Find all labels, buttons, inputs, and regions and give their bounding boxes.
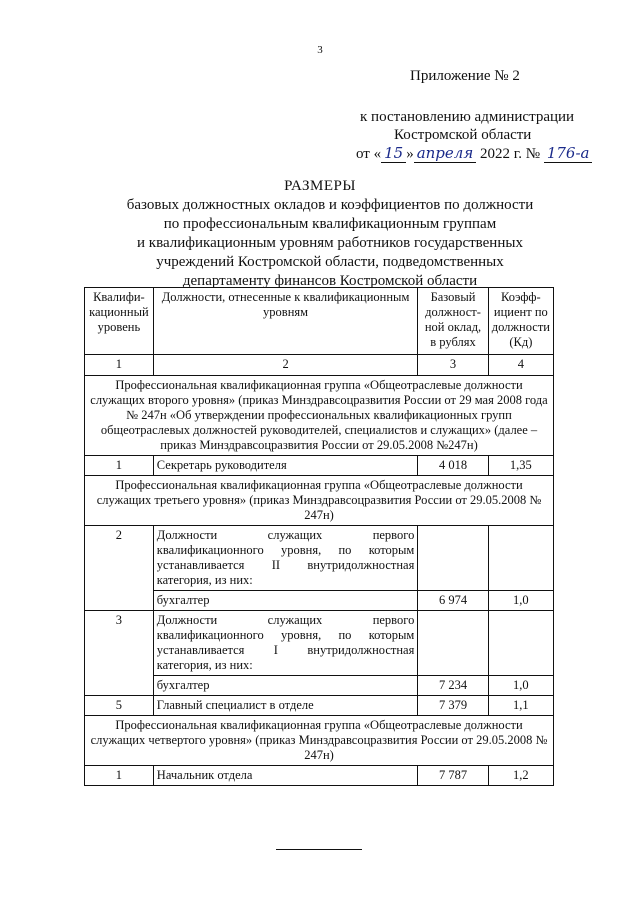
position-cell: Начальник отдела — [153, 766, 418, 786]
level-cell: 3 — [85, 611, 154, 696]
table-row — [85, 676, 554, 696]
salary-cell: 6 974 — [418, 591, 488, 611]
position-cell: бухгалтер — [153, 676, 418, 696]
coefficient-cell — [488, 526, 553, 591]
salary-cell: 7 787 — [418, 766, 488, 786]
date-mid: » — [406, 146, 414, 162]
level-cell: 5 — [85, 696, 154, 716]
header-salary: Базовый должност-ной оклад, в рублях — [418, 288, 488, 355]
salary-table — [84, 287, 554, 786]
subtitle-line: базовых должностных окладов и коэффициентов по должности — [126, 197, 534, 213]
group-title: Профессиональная квалификационная группа «Общеотраслевые должности служащих четвертого уровня» (приказ Минздравсоцразвития России от 29.05.2008 № 247н) — [85, 716, 554, 766]
handwritten-number: 176-а — [544, 144, 593, 163]
header-positions: Должности, отнесенные к квалификационным уровням — [153, 288, 418, 355]
header-coefficient: Коэфф-ициент по должности (Кд) — [488, 288, 553, 355]
group-row — [85, 376, 554, 456]
column-number: 3 — [418, 355, 488, 376]
group-row — [85, 476, 554, 526]
group-row — [85, 716, 554, 766]
column-number: 2 — [153, 355, 418, 376]
group-title: Профессиональная квалификационная группа «Общеотраслевые должности служащих третьего уровня» (приказ Минздравсоцразвития России от 29.05.2008 № 247н) — [85, 476, 554, 526]
salary-cell — [418, 526, 488, 591]
column-numbers-row — [85, 355, 554, 376]
level-cell: 1 — [85, 456, 154, 476]
coefficient-cell: 1,0 — [488, 676, 553, 696]
position-cell: Должности служащих первого квалификационного уровня, по которым устанавливается II внутридолжностная категория, из них: — [153, 526, 418, 591]
column-number: 4 — [488, 355, 553, 376]
appendix-line-2: Костромской области — [394, 127, 532, 143]
date-year: 2022 г. № — [476, 146, 544, 162]
salary-cell: 7 234 — [418, 676, 488, 696]
handwritten-month: апреля — [414, 144, 477, 163]
level-cell: 1 — [85, 766, 154, 786]
coefficient-cell: 1,0 — [488, 591, 553, 611]
column-number: 1 — [85, 355, 154, 376]
salary-cell — [418, 611, 488, 676]
coefficient-cell — [488, 611, 553, 676]
subtitle-line: по профессиональным квалификационным группам — [163, 216, 497, 232]
end-rule — [276, 849, 362, 850]
group-title: Профессиональная квалификационная группа «Общеотраслевые должности служащих второго уровня» (приказ Минздравсоцразвития России от 29 мая 2008 года № 247н «Об утверждении профессиональных квалификационных групп общеотраслевых должностей руководителей, специалистов и служащих» (далее – приказ Минздравсоцразвития России от 29.05.2008 №247н) — [85, 376, 554, 456]
document-subtitle — [110, 196, 550, 291]
date-prefix: от « — [356, 146, 382, 162]
document-title: РАЗМЕРЫ — [284, 178, 356, 194]
table-row — [85, 456, 554, 476]
table-row — [85, 526, 554, 591]
header-level: Квалифи-кационный уровень — [85, 288, 154, 355]
page-number: 3 — [317, 44, 323, 56]
table-row — [85, 766, 554, 786]
appendix-title: Приложение № 2 — [410, 68, 520, 84]
appendix-line-1: к постановлению администрации — [360, 109, 575, 125]
subtitle-line: и квалификационным уровням работников государственных — [137, 235, 523, 251]
subtitle-line: департаменту финансов Костромской области — [182, 273, 478, 289]
coefficient-cell: 1,35 — [488, 456, 553, 476]
salary-cell: 4 018 — [418, 456, 488, 476]
table-row — [85, 611, 554, 676]
position-cell: Главный специалист в отделе — [153, 696, 418, 716]
handwritten-day: 15 — [381, 144, 406, 163]
subtitle-line: учреждений Костромской области, подведомственных — [156, 254, 504, 270]
coefficient-cell: 1,2 — [488, 766, 553, 786]
table-header-row — [85, 288, 554, 355]
table-row — [85, 696, 554, 716]
table-row — [85, 591, 554, 611]
salary-cell: 7 379 — [418, 696, 488, 716]
level-cell: 2 — [85, 526, 154, 611]
position-cell: Секретарь руководителя — [153, 456, 418, 476]
position-cell: Должности служащих первого квалификационного уровня, по которым устанавливается I внутридолжностная категория, из них: — [153, 611, 418, 676]
coefficient-cell: 1,1 — [488, 696, 553, 716]
position-cell: бухгалтер — [153, 591, 418, 611]
appendix-date-line — [356, 144, 592, 163]
